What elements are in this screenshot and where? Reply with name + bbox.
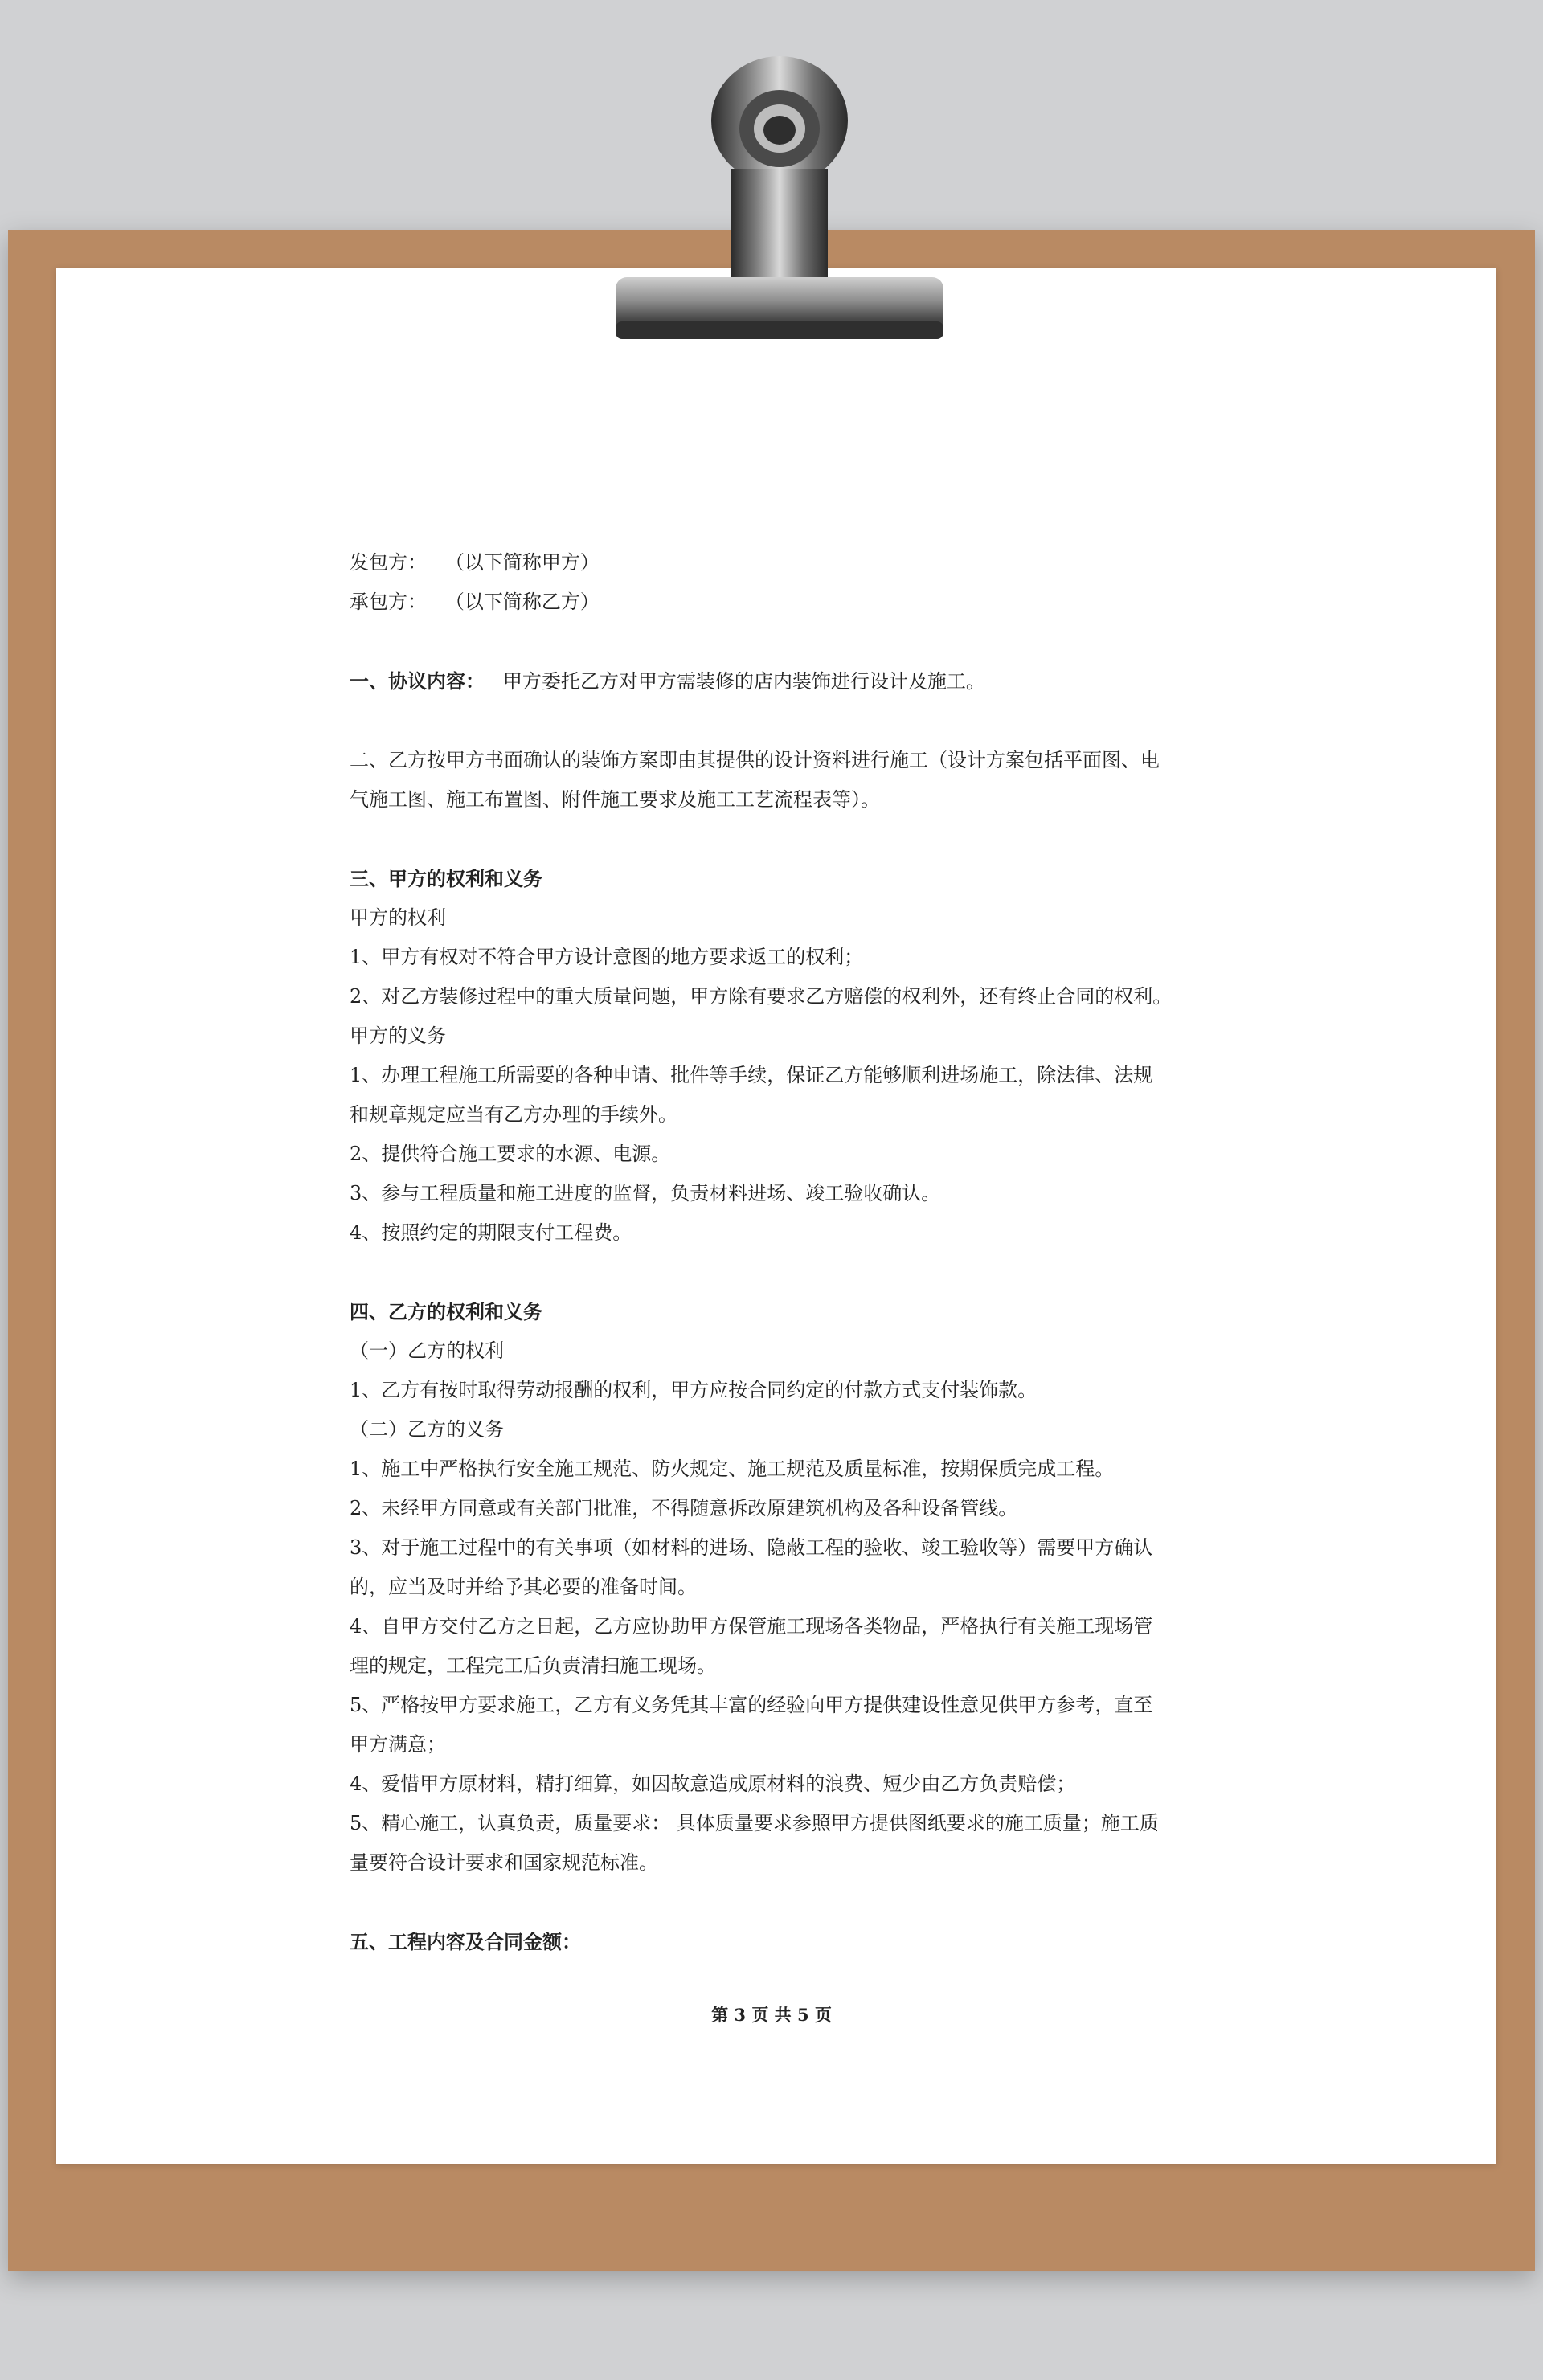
section-1-title: 一、协议内容： xyxy=(350,669,485,693)
section-3-title: 三、甲方的权利和义务 xyxy=(350,867,542,890)
section-4-line: 5、精心施工，认真负责，质量要求： 具体质量要求参照甲方提供图纸要求的施工质量；施工质 xyxy=(350,1812,1159,1834)
section-4-line: （一）乙方的权利 xyxy=(350,1339,504,1362)
document-body xyxy=(350,543,1201,1961)
section-4-title: 四、乙方的权利和义务 xyxy=(350,1300,542,1323)
section-1 xyxy=(350,661,1201,701)
section-3-line: 2、提供符合施工要求的水源、电源。 xyxy=(350,1143,671,1165)
section-1-text: 甲方委托乙方对甲方需装修的店内装饰进行设计及施工。 xyxy=(502,670,985,693)
section-4-line: 2、未经甲方同意或有关部门批准，不得随意拆改原建筑机构及各种设备管线。 xyxy=(350,1497,1018,1519)
section-4-line: 1、乙方有按时取得劳动报酬的权利，甲方应按合同约定的付款方式支付装饰款。 xyxy=(350,1379,1038,1401)
page-number: 第 3 页 共 5 页 xyxy=(711,2005,832,2025)
section-4-line: 4、爱惜甲方原材料，精打细算，如因故意造成原材料的浪费、短少由乙方负责赔偿； xyxy=(350,1773,1076,1795)
section-5-title: 五、工程内容及合同金额： xyxy=(350,1930,581,1953)
section-3-line: 2、对乙方装修过程中的重大质量问题，甲方除有要求乙方赔偿的权利外，还有终止合同的权利。 xyxy=(350,985,1173,1008)
party-b-value: （以下简称乙方） xyxy=(444,591,600,613)
section-4-line: 理的规定，工程完工后负责清扫施工现场。 xyxy=(350,1654,716,1677)
section-4-line: 1、施工中严格执行安全施工规范、防火规定、施工规范及质量标准，按期保质完成工程。 xyxy=(350,1458,1115,1480)
section-4-line: 的，应当及时并给予其必要的准备时间。 xyxy=(350,1576,697,1598)
section-4-line: 3、对于施工过程中的有关事项（如材料的进场、隐蔽工程的验收、竣工验收等）需要甲方确认 xyxy=(350,1536,1153,1559)
section-3-line: 甲方的权利 xyxy=(350,906,446,929)
section-3-line: 3、参与工程质量和施工进度的监督，负责材料进场、竣工验收确认。 xyxy=(350,1182,941,1204)
header-line-party-b xyxy=(350,583,1201,622)
section-4-line: 5、严格按甲方要求施工，乙方有义务凭其丰富的经验向甲方提供建设性意见供甲方参考，直至 xyxy=(350,1694,1153,1716)
section-2-line: 二、乙方按甲方书面确认的装饰方案即由其提供的设计资料进行施工（设计方案包括平面图、电 xyxy=(350,749,1160,771)
section-3-line: 甲方的义务 xyxy=(350,1024,446,1047)
section-4-line: 4、自甲方交付乙方之日起，乙方应协助甲方保管施工现场各类物品，严格执行有关施工现场管 xyxy=(350,1615,1153,1638)
header-line-party-a xyxy=(350,543,1201,583)
section-4-line: （二）乙方的义务 xyxy=(350,1418,504,1441)
section-4-line: 量要符合设计要求和国家规范标准。 xyxy=(350,1851,658,1874)
section-4-line: 甲方满意； xyxy=(350,1733,446,1756)
section-3-line: 和规章规定应当有乙方办理的手续外。 xyxy=(350,1103,677,1126)
section-3-line: 1、办理工程施工所需要的各种申请、批件等手续，保证乙方能够顺利进场施工，除法律、法规 xyxy=(350,1064,1153,1086)
party-a-label: 发包方： xyxy=(350,551,427,574)
party-b-label: 承包方： xyxy=(350,591,427,613)
binder-clip-icon xyxy=(611,48,948,354)
section-2-line: 气施工图、施工布置图、附件施工要求及施工工艺流程表等）。 xyxy=(350,788,880,811)
party-a-value: （以下简称甲方） xyxy=(444,551,600,574)
section-3-line: 4、按照约定的期限支付工程费。 xyxy=(350,1221,632,1244)
section-3-line: 1、甲方有权对不符合甲方设计意图的地方要求返工的权利； xyxy=(350,946,864,968)
